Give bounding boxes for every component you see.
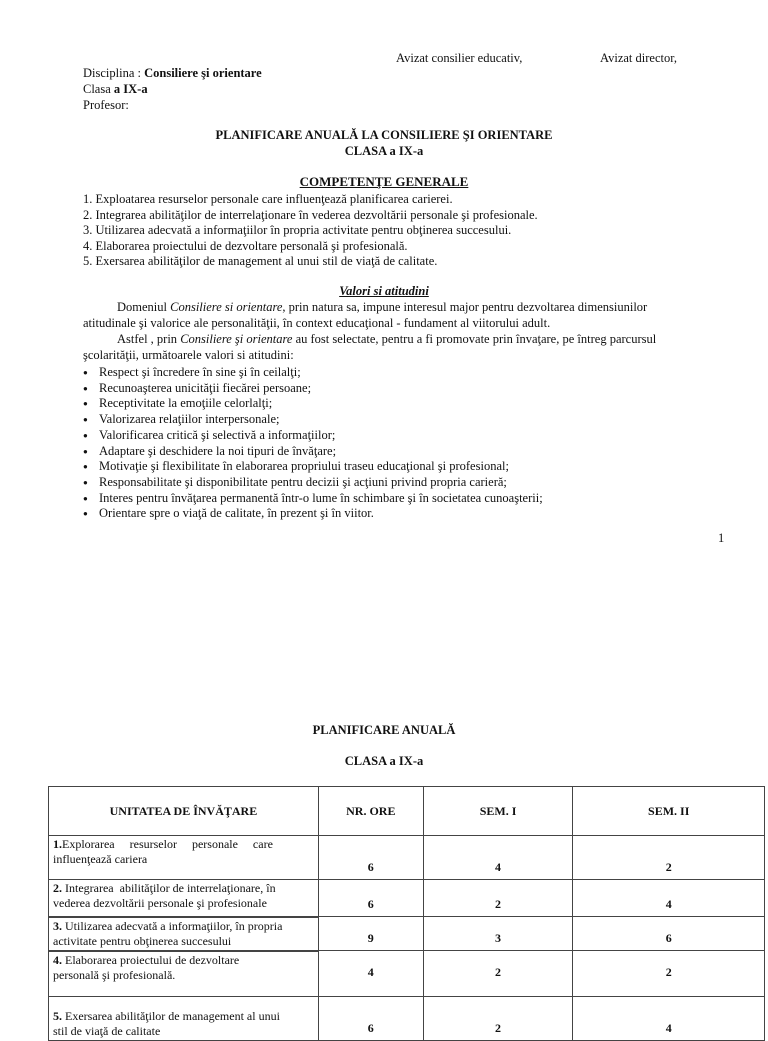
clasa-line [83,82,148,97]
unit-line1: Explorarea resurselor personale care [62,837,273,851]
clasa-value: a IX-a [113,82,148,96]
valori-p1-italic: Consiliere si orientare [170,300,283,314]
sem1-cell: 4 [423,836,573,880]
valori-p2-line2: şcolarităţii, următoarele valori si atitudini: [83,348,294,362]
page-title: PLANIFICARE ANUALĂ LA CONSILIERE ŞI ORIENTARE [215,128,553,142]
valori-p2-line1 [117,332,656,347]
disciplina-line [83,66,262,81]
ore-cell: 4 [318,951,423,997]
header-sem-1: SEM. I [423,787,573,836]
sem1-cell: 2 [423,951,573,997]
list-item: ● Valorizarea relaţiilor interpersonale; [83,412,543,428]
clasa-label: Clasa [83,82,114,96]
sem2-cell: 4 [573,997,765,1041]
list-item: ● Recunoaşterea unicităţii fiecărei persoane; [83,381,543,397]
sem2-cell: 4 [573,880,765,917]
sem2-cell: 2 [573,951,765,997]
unit-cell [49,836,319,880]
list-item: ● Respect şi încredere în sine şi în ceilalţi; [83,365,543,381]
profesor-line: Profesor: [83,98,129,112]
valori-p1-end: , prin natura sa, impune interesul major pentru dezvoltarea dimensiunilor [282,300,648,314]
unit-line1: Elaborarea proiectului de dezvoltare [62,952,240,967]
avizat-consilier: Avizat consilier educativ, [396,51,523,65]
valori-p1-line1 [117,300,647,315]
unit-line2: personală şi profesională. [53,967,176,982]
list-item: ● Adaptare şi deschidere la noi tipuri de învăţare; [83,444,543,460]
avizat-director: Avizat director, [600,51,678,65]
unit-cell [49,951,319,997]
competenta-5: 5. Exersarea abilităţilor de management al unui stil de viaţă de calitate. [83,254,438,268]
ore-cell: 9 [318,917,423,951]
unit-line2: activitate pentru obţinerea succesului [53,933,232,948]
competenta-2: 2. Integrarea abilităţilor de interrelaţionare în vederea dezvoltării personale şi profesionale. [83,207,538,222]
header-unitate: UNITATEA DE ÎNVĂŢARE [49,787,319,836]
unit-line1: Utilizarea adecvată a informaţiilor, în propria [62,918,283,933]
ore-cell: 6 [318,997,423,1041]
list-item: ● Valorificarea critică şi selectivă a informaţiilor; [83,428,543,444]
valori-heading: Valori si atitudini [339,284,429,298]
list-item: ● Orientare spre o viaţă de calitate, în prezent şi în viitor. [83,506,543,522]
ore-cell: 6 [318,880,423,917]
unit-cell [49,997,319,1041]
planificare-title: PLANIFICARE ANUALĂ [312,723,456,737]
valori-list [83,365,543,522]
page-number: 1 [718,531,725,545]
planificare-subtitle: CLASA a IX-a [344,754,424,768]
list-item: ● Receptivitate la emoţiile celorlalţi; [83,396,543,412]
page-subtitle: CLASA a IX-a [344,144,424,158]
sem2-cell: 6 [573,917,765,951]
valori-p1-start: Domeniul [117,300,171,314]
list-item: ● Interes pentru învăţarea permanentă într-o lume în schimbare şi în societatea cunoaşterii; [83,491,543,507]
header-sem-2: SEM. II [573,787,765,836]
competente-heading: COMPETENŢE GENERALE [299,174,469,189]
sem1-cell: 2 [423,880,573,917]
unit-cell [49,880,319,917]
unit-number: 2. [53,881,62,895]
header-nr-ore: NR. ORE [318,787,423,836]
unit-number: 1. [53,837,62,851]
unit-line1: Integrarea abilităţilor de interrelaţionare, în [62,881,276,895]
unit-line1: Exersarea abilităţilor de management al unui [62,1009,280,1023]
disciplina-value: Consiliere şi orientare [144,66,262,80]
sem2-cell: 2 [573,836,765,880]
unit-number: 3. [53,918,62,933]
unit-cell [49,917,319,951]
sem1-cell: 3 [423,917,573,951]
table-header-row [49,787,765,836]
unit-line2: influenţează cariera [53,852,148,866]
unit-number: 4. [53,952,62,967]
competenta-1: 1. Exploatarea resurselor personale care influenţează planificarea carierei. [83,192,453,206]
unit-line2: stil de viaţă de calitate [53,1024,161,1038]
sem1-cell: 2 [423,997,573,1041]
competenta-4: 4. Elaborarea proiectului de dezvoltare personală şi profesională. [83,238,408,253]
valori-p2-italic: Consiliere şi orientare [180,332,293,346]
table-row [49,951,765,997]
list-item: ● Responsabilitate şi disponibilitate pentru decizii şi acţiuni privind propria carieră; [83,475,543,491]
planificare-table [48,786,765,1041]
disciplina-label: Disciplina : [83,66,145,80]
valori-p2-end: au fost selectate, pentru a fi promovate prin învaţare, pe întreg parcursul [292,332,657,346]
valori-p1-line2: atitudinale şi valorice ale personalităţii, în context educaţional - fundament al viitorului adult. [83,316,551,330]
table-row [49,836,765,880]
valori-p2-start: Astfel , prin [117,332,181,346]
table-row [49,880,765,917]
unit-number: 5. [53,1009,62,1023]
unit-line2: vederea dezvoltării personale şi profesionale [53,896,267,910]
table-row [49,997,765,1041]
competenta-3: 3. Utilizarea adecvată a informaţiilor în propria activitate pentru obţinerea succesului. [83,223,512,237]
table-row [49,917,765,951]
list-item: ● Motivaţie şi flexibilitate în elaborarea propriului traseu educaţional şi profesional; [83,459,543,475]
ore-cell: 6 [318,836,423,880]
